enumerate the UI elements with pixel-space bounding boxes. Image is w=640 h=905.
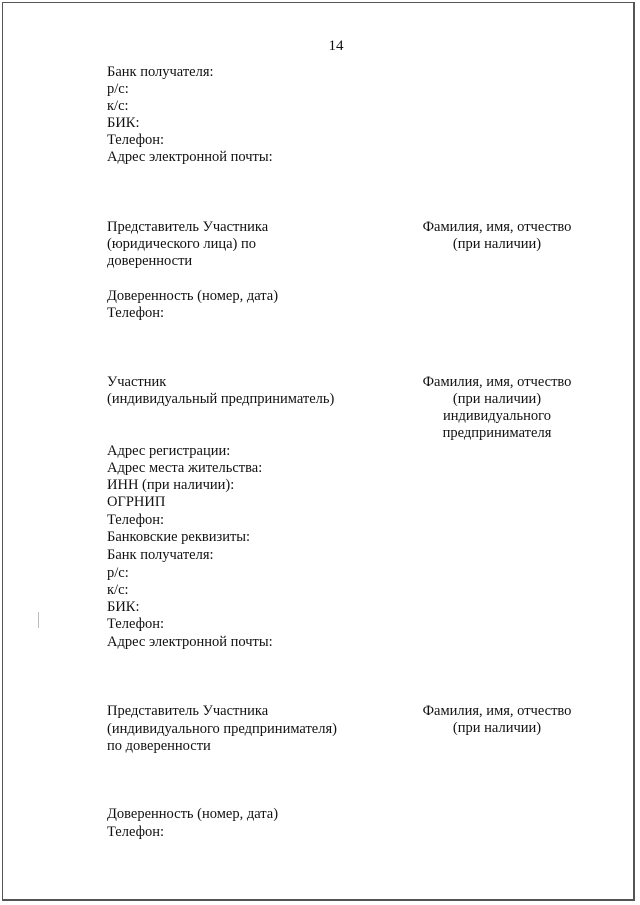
phone-label: Телефон: — [107, 305, 165, 321]
bik-label: БИК: — [107, 599, 140, 615]
account-label: р/с: — [107, 565, 129, 581]
ip-rep-line-2: (индивидуального предпринимателя) — [107, 721, 337, 737]
registration-address-label: Адрес регистрации: — [107, 443, 231, 459]
page-number: 14 — [328, 38, 344, 54]
proxy-label: Доверенность (номер, дата) — [107, 806, 279, 822]
bank-name-label: Банк получателя: — [107, 547, 214, 563]
fio-caption-line: Фамилия, имя, отчество — [422, 703, 572, 719]
email-label: Адрес электронной почты: — [107, 149, 273, 165]
fio-caption-line: индивидуального — [443, 408, 551, 424]
email-label: Адрес электронной почты: — [107, 634, 273, 650]
phone-label: Телефон: — [107, 616, 165, 632]
ogrnip-label: ОГРНИП — [107, 494, 166, 510]
bik-label: БИК: — [107, 115, 140, 131]
ip-participant-line-1: Участник — [107, 374, 167, 390]
margin-mark — [38, 612, 39, 628]
ip-participant-line-2: (индивидуальный предприниматель) — [107, 391, 335, 407]
phone-label: Телефон: — [107, 512, 165, 528]
legal-rep-line-1: Представитель Участника — [107, 219, 269, 235]
phone-label: Телефон: — [107, 132, 165, 148]
corr-account-label: к/с: — [107, 98, 129, 114]
bank-details-label: Банковские реквизиты: — [107, 529, 251, 545]
corr-account-label: к/с: — [107, 582, 129, 598]
ip-rep-line-3: по доверенности — [107, 738, 211, 754]
legal-rep-line-2: (юридического лица) по — [107, 236, 257, 252]
legal-rep-fio-caption — [398, 219, 596, 253]
page-border — [2, 2, 635, 901]
ip-fio-caption — [398, 374, 596, 442]
fio-caption-line: (при наличии) — [452, 720, 542, 736]
proxy-label: Доверенность (номер, дата) — [107, 288, 279, 304]
fio-caption-line: (при наличии) — [452, 236, 542, 252]
legal-rep-line-3: доверенности — [107, 253, 193, 269]
inn-label: ИНН (при наличии): — [107, 477, 235, 493]
ip-rep-line-1: Представитель Участника — [107, 703, 269, 719]
ip-rep-fio-caption — [398, 703, 596, 737]
fio-caption-line: Фамилия, имя, отчество — [422, 374, 572, 390]
phone-label: Телефон: — [107, 824, 165, 840]
fio-caption-line: Фамилия, имя, отчество — [422, 219, 572, 235]
residence-address-label: Адрес места жительства: — [107, 460, 263, 476]
fio-caption-line: предпринимателя — [442, 425, 552, 441]
bank-name-label: Банк получателя: — [107, 64, 214, 80]
fio-caption-line: (при наличии) — [452, 391, 542, 407]
account-label: р/с: — [107, 81, 129, 97]
